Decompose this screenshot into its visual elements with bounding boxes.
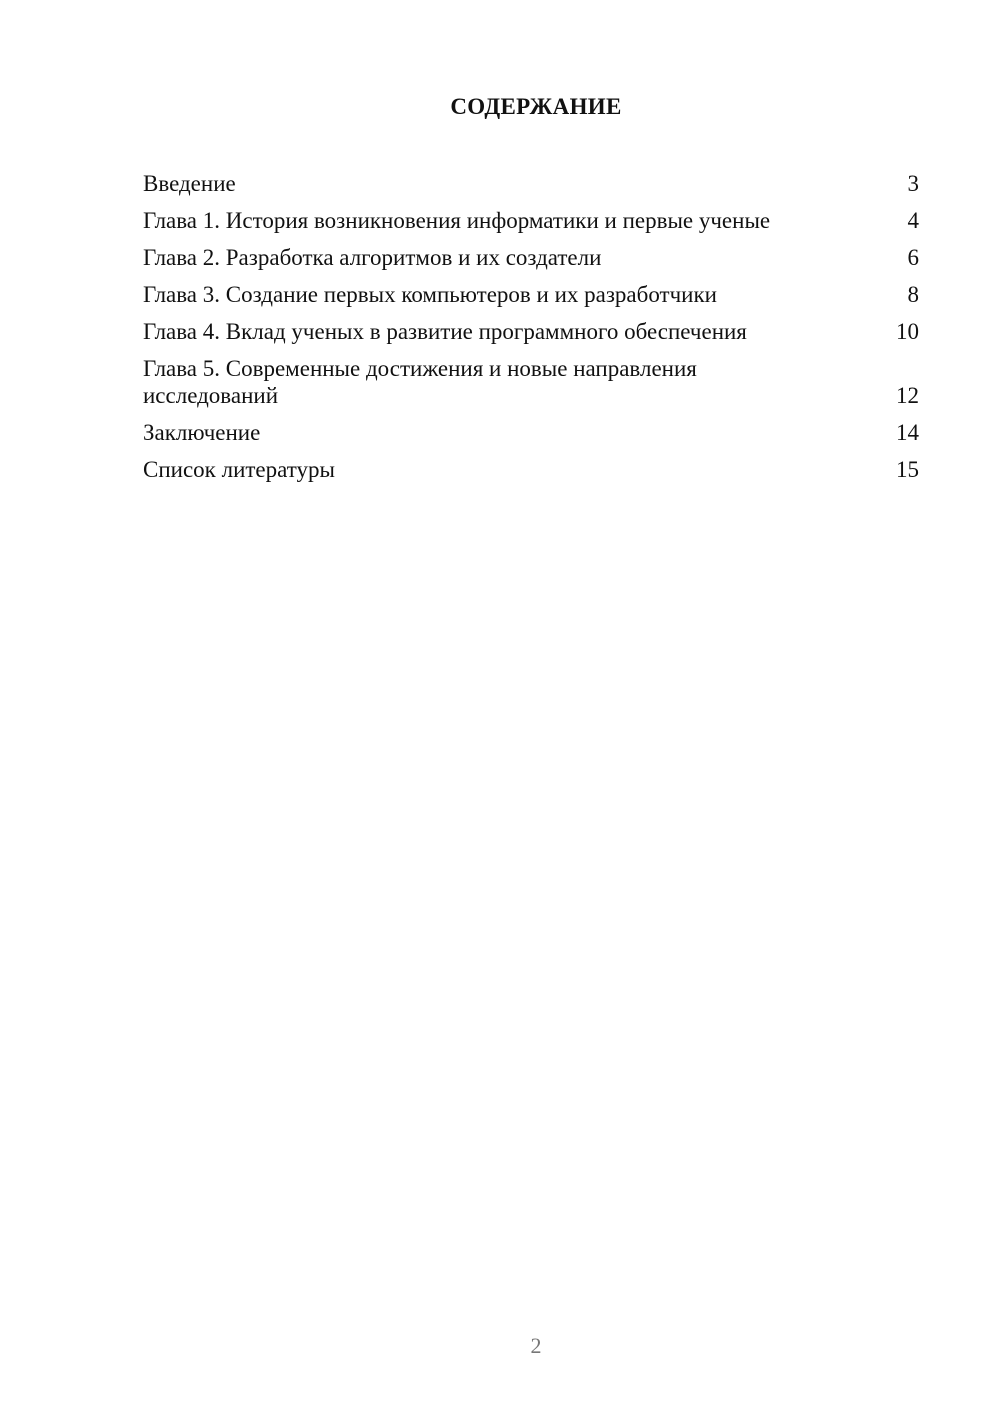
toc-entry-bibliography	[143, 456, 919, 483]
toc-entry-title: Глава 2. Разработка алгоритмов и их создатели	[143, 245, 602, 270]
toc-entry-page: 15	[896, 457, 919, 482]
toc-entry-chapter-3	[143, 281, 919, 308]
toc-entry-title: Глава 4. Вклад ученых в развитие программного обеспечения	[143, 319, 747, 344]
toc-entry-page: 3	[907, 171, 919, 196]
toc-entry-chapter-4	[143, 318, 919, 345]
toc-entry-title: Глава 1. История возникновения информатики и первые ученые	[143, 208, 771, 233]
toc-entry-conclusion	[143, 419, 919, 446]
toc-entry-chapter-5	[143, 355, 919, 409]
toc-entry-title: Глава 5. Современные достижения и новые направления исследований	[143, 356, 697, 408]
toc-entry-chapter-2	[143, 244, 919, 271]
toc-entry-title: Глава 3. Создание первых компьютеров и их разработчики	[143, 282, 717, 307]
page-title: СОДЕРЖАНИЕ	[450, 94, 622, 119]
toc-entry-title: Заключение	[143, 420, 261, 445]
page-number: 2	[530, 1333, 542, 1358]
toc-entry-page: 4	[907, 208, 919, 233]
toc-entry-chapter-1	[143, 207, 919, 234]
toc-entry-page: 8	[907, 282, 919, 307]
table-of-contents	[143, 170, 919, 493]
toc-entry-introduction	[143, 170, 919, 197]
toc-entry-title: Введение	[143, 171, 236, 196]
toc-entry-page: 10	[896, 319, 919, 344]
toc-entry-title: Список литературы	[143, 457, 335, 482]
toc-entry-page: 14	[896, 420, 919, 445]
toc-entry-page: 12	[896, 383, 919, 408]
toc-entry-page: 6	[907, 245, 919, 270]
